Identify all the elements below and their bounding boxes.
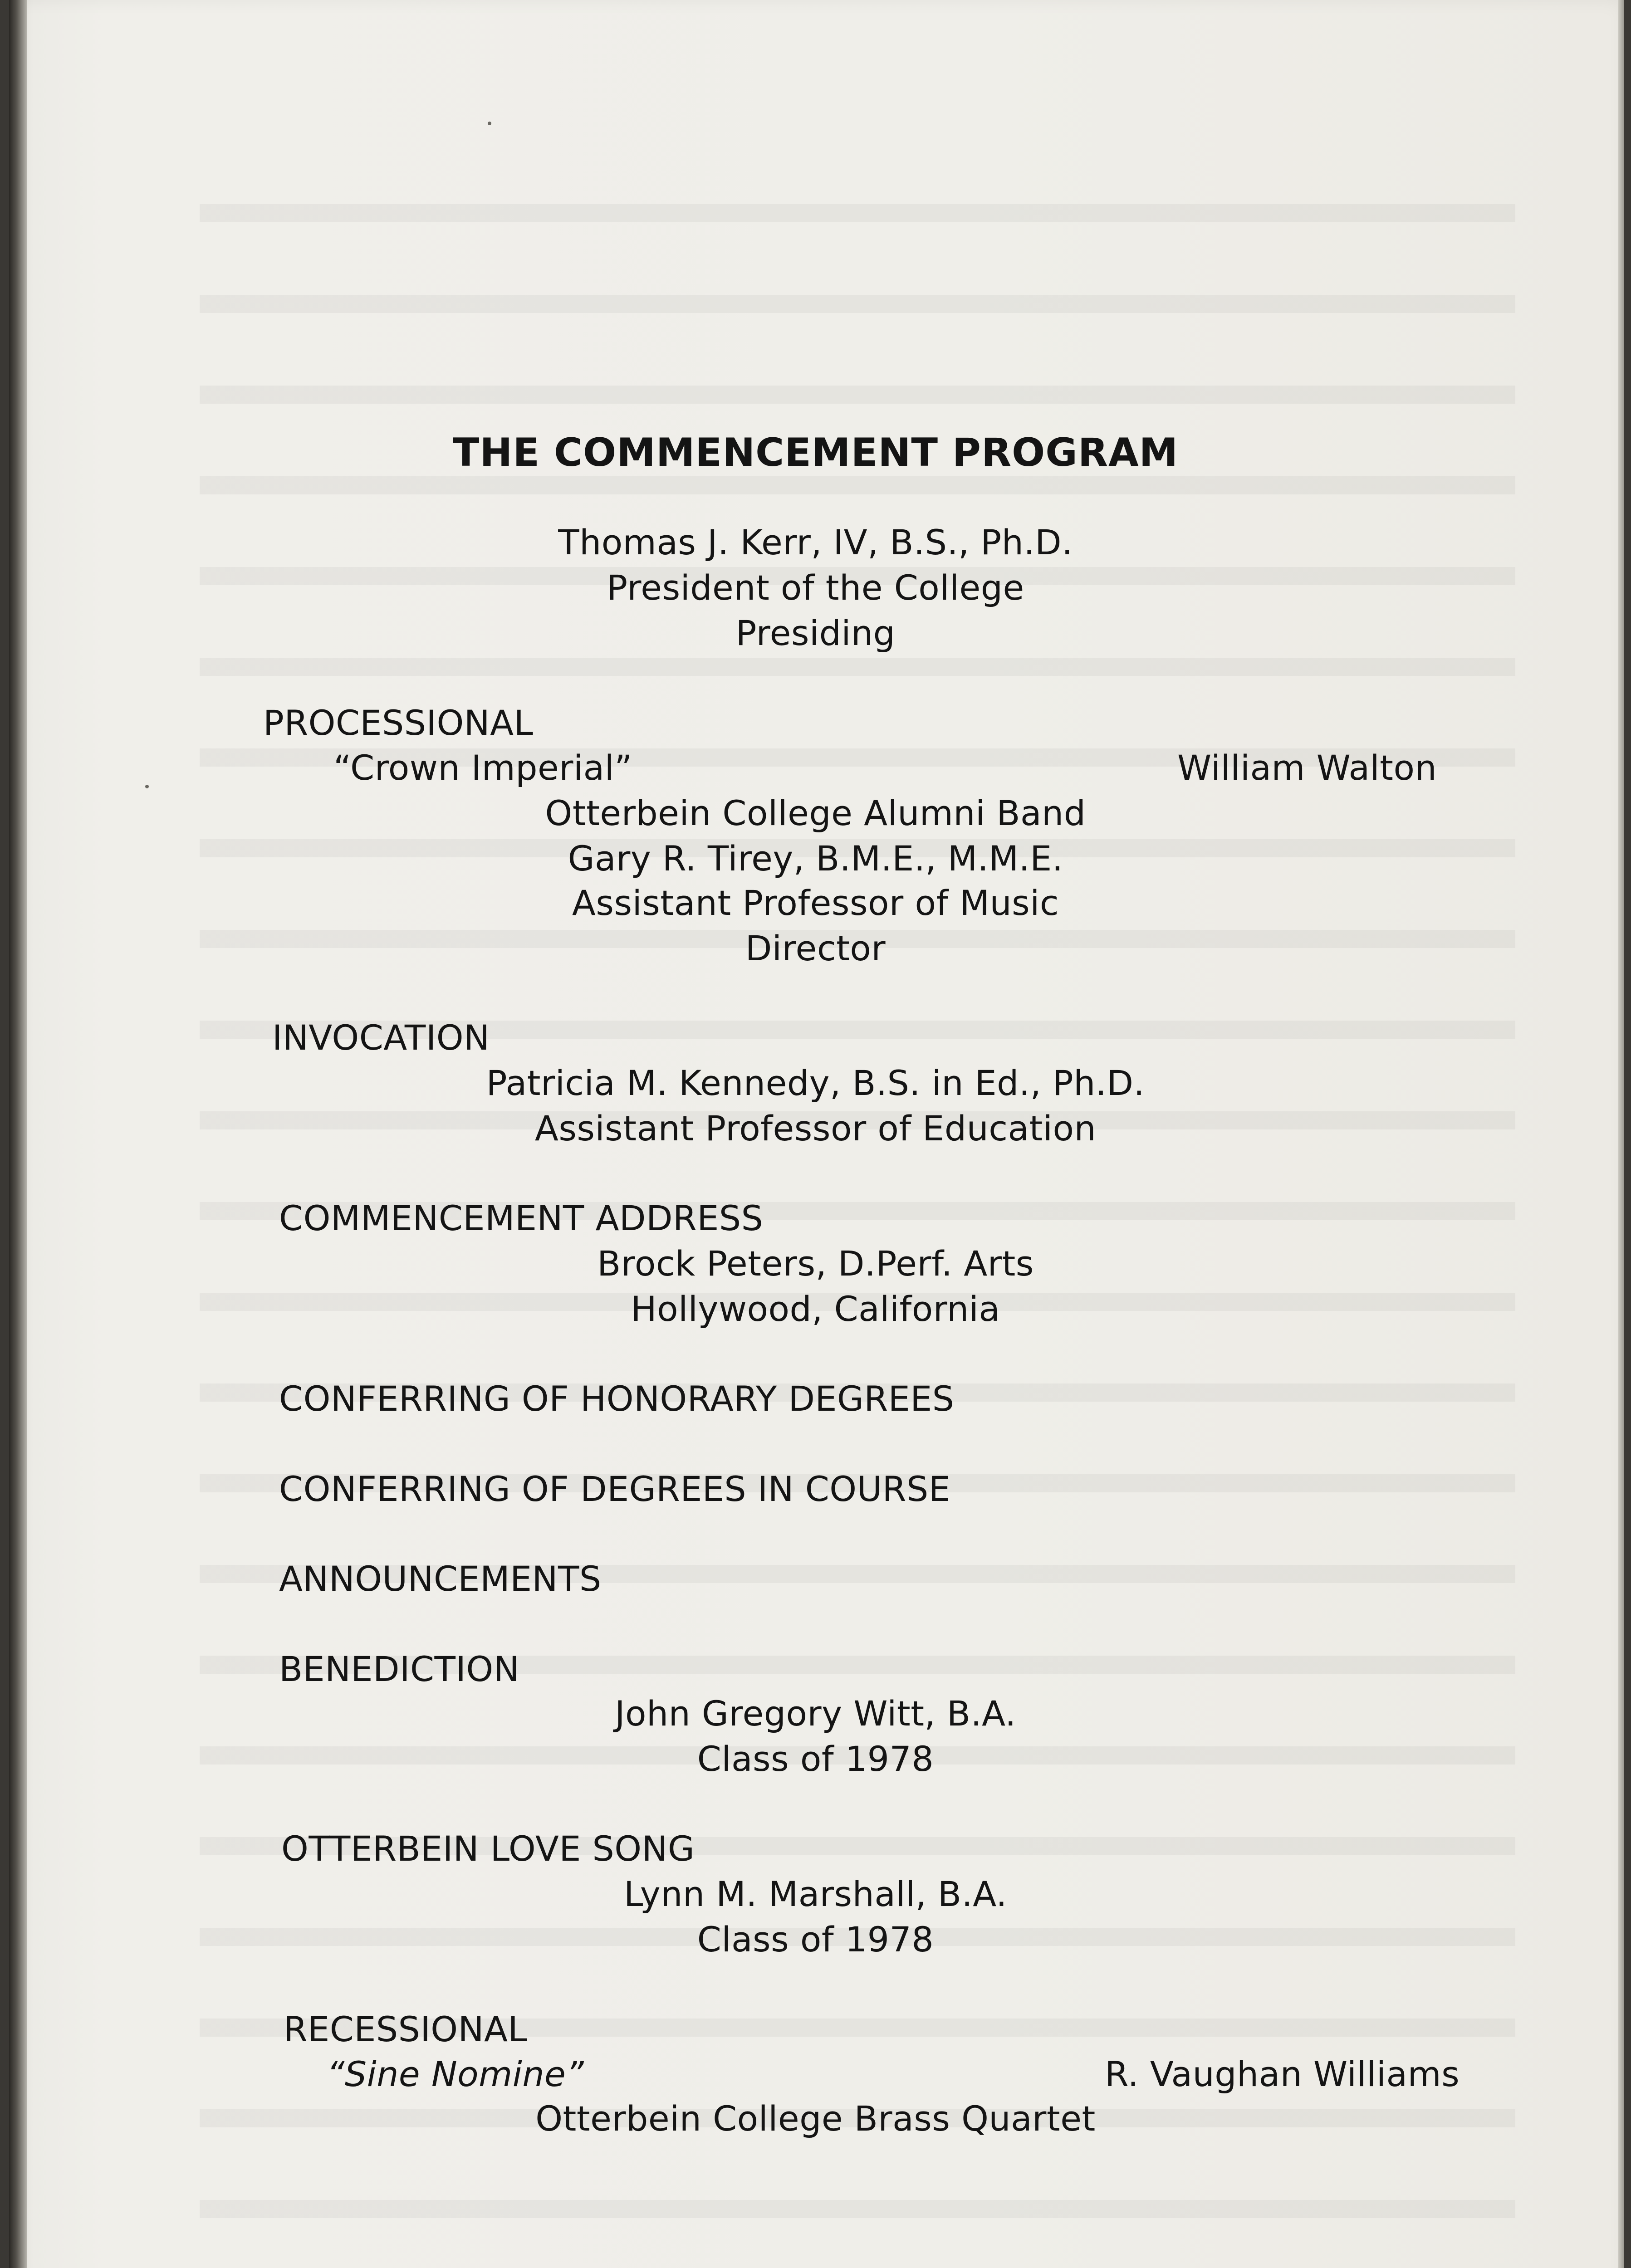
presiding-label: Presiding <box>735 613 896 653</box>
address-location: Hollywood, California <box>631 1289 1000 1329</box>
recessional-performer: Otterbein College Brass Quartet <box>535 2098 1096 2139</box>
processional-performer: Otterbein College Alumni Band <box>545 793 1086 833</box>
benediction-heading: BENEDICTION <box>279 1649 520 1689</box>
processional-director-label: Director <box>745 928 886 968</box>
invocation-heading: INVOCATION <box>272 1017 490 1058</box>
presiding-name: Thomas J. Kerr, IV, B.S., Ph.D. <box>558 522 1073 562</box>
benediction-name: John Gregory Witt, B.A. <box>615 1693 1016 1734</box>
processional-piece: “Crown Imperial” <box>333 748 633 788</box>
paper-speck <box>145 785 149 788</box>
announcements-heading: ANNOUNCEMENTS <box>279 1559 602 1599</box>
processional-composer: William Walton <box>1177 748 1437 788</box>
love-song-heading: OTTERBEIN LOVE SONG <box>281 1828 695 1869</box>
degrees-in-course-heading: CONFERRING OF DEGREES IN COURSE <box>279 1469 951 1509</box>
honorary-degrees-heading: CONFERRING OF HONORARY DEGREES <box>279 1378 955 1419</box>
invocation-name: Patricia M. Kennedy, B.S. in Ed., Ph.D. <box>486 1063 1145 1103</box>
program-title: THE COMMENCEMENT PROGRAM <box>452 430 1179 475</box>
processional-heading: PROCESSIONAL <box>263 703 534 743</box>
presiding-role: President of the College <box>607 567 1024 608</box>
benediction-class: Class of 1978 <box>697 1739 934 1779</box>
love-song-name: Lynn M. Marshall, B.A. <box>623 1874 1008 1914</box>
address-name: Brock Peters, D.Perf. Arts <box>597 1243 1034 1284</box>
address-heading: COMMENCEMENT ADDRESS <box>279 1198 764 1238</box>
recessional-heading: RECESSIONAL <box>284 2009 528 2049</box>
invocation-title: Assistant Professor of Education <box>534 1108 1097 1149</box>
love-song-class: Class of 1978 <box>697 1919 934 1960</box>
recessional-composer: R. Vaughan Williams <box>1105 2054 1460 2094</box>
processional-director-name: Gary R. Tirey, B.M.E., M.M.E. <box>568 838 1063 879</box>
processional-director-title: Assistant Professor of Music <box>572 883 1059 923</box>
recessional-piece: “Sine Nomine” <box>327 2054 584 2094</box>
paper-speck <box>488 122 491 125</box>
